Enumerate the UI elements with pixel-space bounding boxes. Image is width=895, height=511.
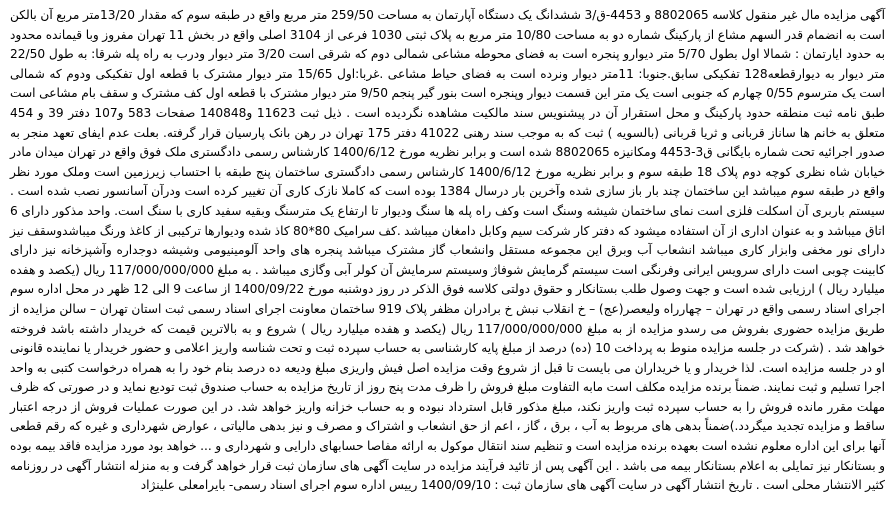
auction-notice — [10, 6, 885, 496]
notice-body: آگهی مزایده مال غیر منقول کلاسه 8802065 و 4453-ق/3 ششدانگ یک دستگاه آپارتمان به مساحت 259/50 متر مربع واقع در طبقه سوم که مقدار 13/20متر مربع آن بالکن است به انضمام قدر السهم مشاع از پارکینگ شماره دو به مساحت 10/80 متر مربع به پلاک ثبتی 1030 فرعی از 3104 اصلی واقع در بخش 11 تهران مفروز وبا قیمانده محدود به حدود ایارتمان : شمالا اول بطول 5/70 متر دیوارو پنجره است به فضای محوطه مشاعی شمالی دوم که شرقی است 3/20 متر دیوار ودرب به راه پله شرقا: به طول 22/50 متر دیوار به دیوارقطعه128 تفکیکی سابق.جنوبا: 11متر دیوار ونرده است به فضای حیاط مشاعی .غربا:اول 15/65 متر دیوار مشترک با قطعه اول تفکیکی ودوم که شمالی است یک مترسوم 0/55 چهارم که جنوبی است یک متر این قسمت دیوار وپنجره است بنور گیر پنجم 9/50 متر دیوار مشترک با قطعه اول کف مشترک و سقف بام مشاعی است طبق نامه ثبت منطقه حدود پارکینگ و محل استقرار آن در پیشنویس سند مالکیت مشاهده نگردیده است . ذیل ثبت 11623 و140848 صفحات 583 و107 دفتر 39 و 454 متعلق به خانم ها ساناز قربانی و ثریا قربانی (بالسویه ) ثبت که به موجب سند رهنی 41022 دفتر 175 تهران در رهن بانک پارسیان قرار گرفته. بعلت عدم ایفای تعهد منجر به صدور اجرائیه تحت شماره بایگانی ق3-4453 ومکانیزه 8802065 شده است و برابر نظریه مورخ 1400/6/12 کارشناس رسمی دادگستری ملک فوق واقع در تهران میدان مادر خیابان شاه نظری کوچه دوم پلاک 18 طبقه سوم و برابر نظریه مورخ 1400/6/12 کارشناس رسمی دادگستری ساختمان پنج طبقه با احتساب زیرزمین است وملک مورد نظر واقع در طبقه سوم میباشد این ساختمان چند بار باز سازی شده وآخرین بار درسال 1384 بوده است که کاملا نازک کاری آن تغییر کرده است ودرآن آسانسور نصب شده است . سیستم باربری آن اسکلت فلزی است نمای ساختمان شیشه وسنگ است وکف راه پله ها سنگ ودیوار تا ارتفاع یک مترسنگ وبقیه سفید کاری با سنگ است. واحد مذکور دارای 6 اتاق میباشد و به عنوان اداری از آن استفاده میشود که دفتر کار شرکت سیم وکابل دامغان میباشد .کف سرامیک 80*80 کاذ شده ودیوارها ترکیبی از کاغذ ورنگ میباشدوسقف نیز دارای نور مخفی وابزار کاری میباشد انشعاب آب وبرق این مجموعه مستقل وانشعاب گاز مشترک میباشد پنجره های واحد آلومینیومی وشیشه دوجداره وآشپزخانه نیز دارای کابینت چوبی است دارای سرویس ایرانی وفرنگی است سیستم گرمایش شوفاژ وسیستم سرمایش آن کولر آبی وگازی میباشد . به مبلغ 117/000/000/000 ریال (یکصد و هفده میلیارد ریال ) ارزیابی شده است و جهت وصول طلب بستانکار و حقوق دولتی کلاسه فوق الذکر در روز دوشنبه مورخ 1400/09/22 از ساعت 9 الی 12 ظهر در محل اداره سوم اجرای اسناد رسمی واقع در تهران – چهارراه ولیعصر(عج) – خ انقلاب نبش خ برادران مظفر پلاک 919 ساختمان معاونت اجرای اسناد رسمی ثبت استان تهران – سالن مزایده از طریق مزایده حضوری بفروش می رسدو مزایده از به مبلغ 117/000/000/000 ریال (یکصد و هفده میلیارد ریال ) شروع و به بالاترین قیمت که خریدار داشته باشد فروخته خواهد شد . (شرکت در جلسه مزایده منوط به پرداخت 10 (ده) درصد از مبلغ پایه کارشناسی به حساب سپرده ثبت و تحت شناسه واریز اعلامی و حضور خریدار یا نماینده قانونی او در جلسه مزایده است. لذا خریدار و یا خریداران می بایست تا قبل از شروع وقت مزایده اصل فیش واریزی مبلغ ودیعه ده درصد بنام خود را به همراه درخواست کتبی به واحد اجرا تسلیم و ثبت نمایند. ضمناً برنده مزایده مکلف است مابه التفاوت مبلغ فروش را ظرف مدت پنج روز از تاریخ مزایده به حساب صندوق ثبت تودیع نماید و در صورتی که ظرف مهلت مقرر مانده فروش را به حساب سپرده ثبت واریز نکند، مبلغ مذکور قابل استرداد نبوده و به حساب خزانه واریز خواهد شد. در این صورت عملیات فروش از درجه اعتبار ساقط و مزایده تجدید میگردد.)ضمناً بدهی های مربوط به آب ، برق ، گاز ، اعم از حق انشعاب و اشتراک و مصرف و نیز بدهی مالیاتی ، عوارض شهرداری و غیره که رقم قطعی آنها برای این اداره معلوم نشده است بعهده برنده مزایده است و تنظیم سند انتقال موکول به ارائه مفاصا حسابهای دارایی و شهرداری و ... خواهد بود مورد مزایده فاقد بیمه بوده و بستانکار نیز تمایلی به اعلام بستانکار بیمه می باشد . این آگهی پس از تائید فرآیند مزایده در سایت آگهی های سازمان ثبت قرار خواهد گرفت و به منزله انتشار آگهی در روزنامه کثیر الانتشار محلی است . تاریخ انتشار آگهی در سایت آگهی های سازمان ثبت : 1400/09/10 رییس اداره سوم اجرای اسناد رسمی- بایرامعلی علینژاد — [10, 8, 886, 493]
